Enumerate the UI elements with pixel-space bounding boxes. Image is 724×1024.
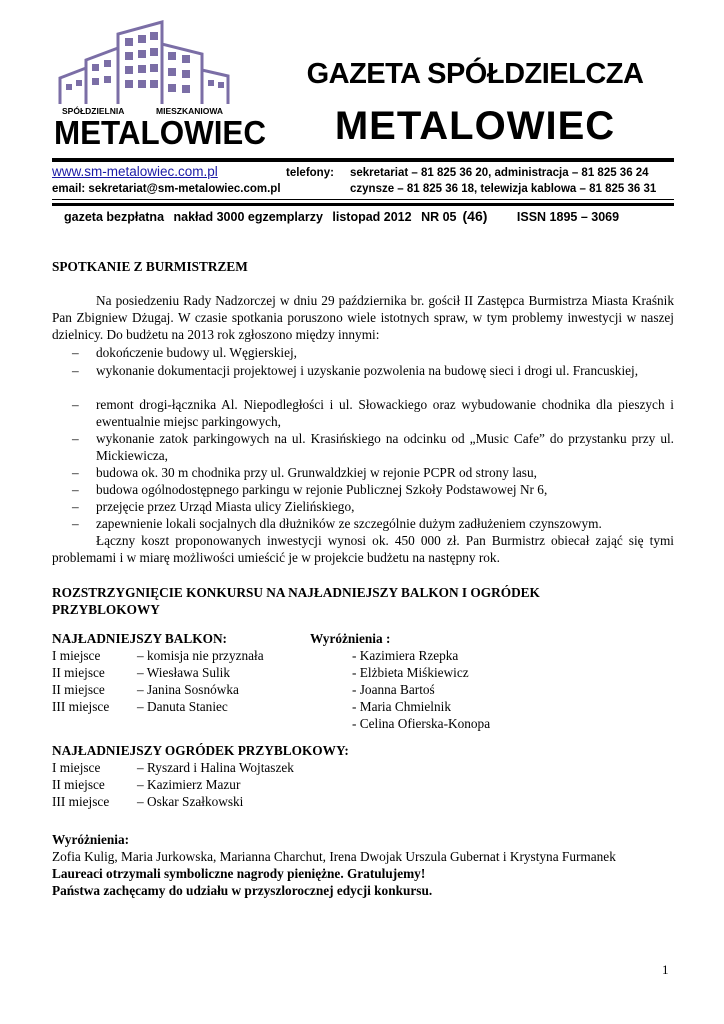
issue-info <box>64 208 625 224</box>
list-dash: – <box>72 397 79 412</box>
list-dash: – <box>72 363 79 378</box>
list-item: wykonanie zatok parkingowych na ul. Krasińskiego na odcinku od „Music Cafe” do przystanku przy ul. Mickiewicza, <box>96 431 674 463</box>
list-dash: – <box>72 465 79 480</box>
honor-item: - Joanna Bartoś <box>352 682 435 697</box>
place-winner: – Wiesława Sulik <box>137 665 231 680</box>
divider-top <box>52 158 674 162</box>
page-number: 1 <box>662 962 669 977</box>
title-line1: GAZETA SPÓŁDZIELCZA <box>306 58 644 90</box>
place-winner: – Ryszard i Halina Wojtaszek <box>137 760 294 775</box>
list-item: zapewnienie lokali socjalnych dla dłużników ze szczególnie dużym zadłużeniem czynszowym. <box>96 516 602 531</box>
honors-heading: Wyróżnienia: <box>52 832 130 847</box>
place-label: III miejsce <box>52 699 110 714</box>
divider-thin <box>52 199 674 200</box>
place-winner: – Oskar Szałkowski <box>137 794 244 809</box>
article1-heading: SPOTKANIE Z BURMISTRZEM <box>52 259 248 274</box>
phones-line1: sekretariat – 81 825 36 20, administracja – 81 825 36 24 <box>350 167 649 179</box>
place-label: I miejsce <box>52 648 101 663</box>
list-item: przejęcie przez Urząd Miasta ulicy Zielińskiego, <box>96 499 355 514</box>
article2-heading-line2: PRZYBLOKOWY <box>52 602 160 617</box>
list-dash: – <box>72 499 79 514</box>
article1-closing: Łączny koszt proponowanych inwestycji wynosi ok. 450 000 zł. Pan Burmistrz obiecał zająć się tymi problemami i w miarę możliwości umieścić je w projekcie budżetu na następny rok. <box>52 533 674 565</box>
list-dash: – <box>72 482 79 497</box>
list-dash: – <box>72 345 79 360</box>
issue-circulation: nakład 3000 egzemplarzy <box>173 210 323 224</box>
phones-line2: czynsze – 81 825 36 18, telewizja kablowa – 81 825 36 31 <box>350 183 657 195</box>
balcony-honors-heading: Wyróżnienia : <box>310 631 391 646</box>
honor-item: - Maria Chmielnik <box>352 699 451 714</box>
place-label: II miejsce <box>52 777 105 792</box>
metalowiec-logo <box>52 20 268 148</box>
list-item: budowa ok. 30 m chodnika przy ul. Grunwaldzkiej w rejonie PCPR od strony lasu, <box>96 465 537 480</box>
list-item: budowa ogólnodostępnego parkingu w rejonie Publicznej Szkoły Podstawowej Nr 6, <box>96 482 548 497</box>
title-line2: METALOWIEC <box>334 104 616 148</box>
place-winner: – Janina Sosnówka <box>137 682 239 697</box>
issue-number: NR 05 <box>421 210 457 224</box>
phones-label: telefony: <box>286 167 334 179</box>
issue-free: gazeta bezpłatna <box>64 210 165 224</box>
place-label: II miejsce <box>52 665 105 680</box>
honors-names: Zofia Kulig, Maria Jurkowska, Marianna Charchut, Irena Dwojak Urszula Gubernat i Krystyna Furmanek <box>52 849 616 864</box>
list-item: remont drogi-łącznika Al. Niepodległości i ul. Słowackiego oraz wybudowanie chodnika dla pieszych i ewentualnie miejsc parkingowych, <box>96 397 674 429</box>
honor-item: - Kazimiera Rzepka <box>352 648 459 663</box>
balcony-heading: NAJŁADNIEJSZY BALKON: <box>52 631 227 646</box>
place-label: I miejsce <box>52 760 101 775</box>
article2-heading-line1: ROZSTRZYGNIĘCIE KONKURSU NA NAJŁADNIEJSZY BALKON I OGRÓDEK <box>52 585 540 600</box>
logo-word: METALOWIEC <box>54 114 266 148</box>
logo-small-left: SPÓŁDZIELNIA <box>62 106 125 116</box>
logo-small-right: MIESZKANIOWA <box>156 106 224 116</box>
place-winner: – komisja nie przyznała <box>137 648 264 663</box>
place-label: II miejsce <box>52 682 105 697</box>
issue-issn: ISSN 1895 – 3069 <box>516 210 620 224</box>
place-label: III miejsce <box>52 794 110 809</box>
list-item: dokończenie budowy ul. Węgierskiej, <box>96 345 297 360</box>
garden-heading: NAJŁADNIEJSZY OGRÓDEK PRZYBLOKOWY: <box>52 743 349 758</box>
article1-intro: Na posiedzeniu Rady Nadzorczej w dniu 29 października br. gościł II Zastępca Burmistrza Miasta Kraśnik Pan Zbigniew Dżugaj. W czasie spotkania poruszono wiele istotnych spraw, w tym problemy inwestycji w naszej dzielnicy. Do budżetu na 2013 rok zgłoszono między innymi: <box>52 293 674 342</box>
issue-date: listopad 2012 <box>332 210 412 224</box>
laureates-text: Laureaci otrzymali symboliczne nagrody pieniężne. Gratulujemy! <box>52 866 426 881</box>
invite-text: Państwa zachęcamy do udziału w przyszlorocznej edycji konkursu. <box>52 883 433 898</box>
list-dash: – <box>72 516 79 531</box>
honor-item: - Elżbieta Miśkiewicz <box>352 665 469 680</box>
email-text: email: sekretariat@sm-metalowiec.com.pl <box>52 183 281 195</box>
honor-item: - Celina Ofierska-Konopa <box>352 716 491 731</box>
place-winner: – Danuta Staniec <box>137 699 228 714</box>
place-winner: – Kazimierz Mazur <box>137 777 241 792</box>
divider-thick <box>52 203 674 206</box>
website-link[interactable]: www.sm-metalowiec.com.pl <box>52 164 218 179</box>
list-item: wykonanie dokumentacji projektowej i uzyskanie pozwolenia na budowę sieci i drogi ul. Francuskiej, <box>96 363 639 378</box>
list-dash: – <box>72 431 79 446</box>
issue-number-total: (46) <box>462 208 488 224</box>
